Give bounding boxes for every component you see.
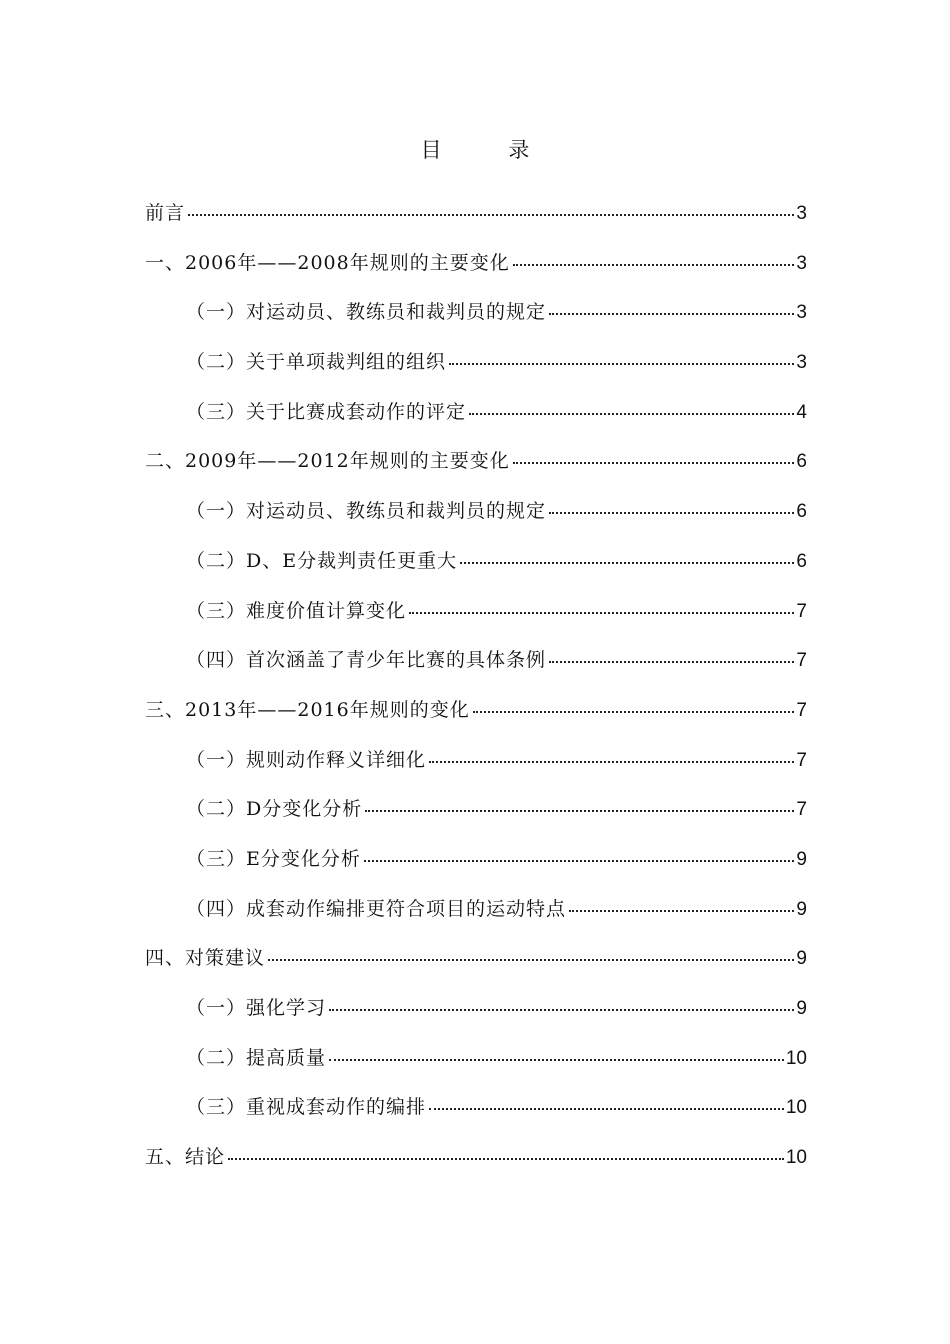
- toc-entry-label: （三）关于比赛成套动作的评定: [186, 400, 467, 423]
- toc-entry-label: （二）D、E分裁判责任更重大: [186, 549, 458, 572]
- toc-entry[interactable]: [145, 395, 807, 445]
- toc-entry[interactable]: [145, 196, 807, 246]
- toc-entry[interactable]: [145, 991, 807, 1041]
- toc-entry-label: （三）E分变化分析: [186, 847, 361, 870]
- toc-entry[interactable]: [145, 1090, 807, 1140]
- toc-entry[interactable]: [145, 246, 807, 296]
- toc-entry-page-number: 3: [796, 203, 807, 224]
- dot-leader: [329, 1059, 784, 1061]
- toc-entry-page-number: 3: [796, 302, 807, 324]
- toc-entry-page-number: 9: [796, 898, 807, 920]
- toc-entry-label: 一、2006年——2008年规则的主要变化: [145, 251, 510, 274]
- dot-leader: [364, 860, 795, 862]
- toc-entry-label: 五、结论: [145, 1146, 226, 1169]
- dot-leader: [569, 910, 794, 912]
- toc-entry-label: （一）对运动员、教练员和裁判员的规定: [186, 301, 547, 324]
- toc-entry-label: （一）规则动作释义详细化: [186, 748, 427, 771]
- toc-entry-page-number: 7: [796, 650, 807, 672]
- toc-entry-label: （三）难度价值计算变化: [186, 599, 407, 622]
- toc-entry-page-number: 6: [796, 451, 807, 473]
- toc-entry-page-number: 4: [796, 401, 807, 423]
- toc-entry-page-number: 7: [796, 799, 807, 821]
- dot-leader: [365, 810, 794, 812]
- dot-leader: [449, 363, 794, 365]
- toc-entry-label: （四）成套动作编排更符合项目的运动特点: [186, 897, 567, 920]
- dot-leader: [469, 413, 794, 415]
- dot-leader: [513, 264, 795, 266]
- toc-entry[interactable]: [145, 1041, 807, 1091]
- toc-entry-page-number: 3: [796, 252, 807, 274]
- toc-entry-page-number: 9: [796, 998, 807, 1019]
- toc-entry-label: 二、2009年——2012年规则的主要变化: [145, 450, 510, 473]
- dot-leader: [268, 959, 794, 961]
- toc-entry-label: （三）重视成套动作的编排: [186, 1096, 427, 1119]
- toc-entry-page-number: 9: [796, 848, 807, 870]
- toc-entry[interactable]: [145, 892, 807, 942]
- toc-entry-page-number: 10: [785, 1097, 807, 1119]
- toc-entry[interactable]: [145, 693, 807, 743]
- toc-entry-page-number: 10: [785, 1047, 807, 1069]
- toc-entry[interactable]: [145, 842, 807, 892]
- toc-title: 目 录: [420, 138, 560, 162]
- dot-leader: [549, 313, 794, 315]
- toc-entry-page-number: 10: [785, 1147, 807, 1169]
- toc-entry-label: （二）D分变化分析: [186, 798, 363, 821]
- toc-entry-page-number: 7: [796, 699, 807, 721]
- dot-leader: [409, 612, 794, 614]
- toc-entry[interactable]: [145, 941, 807, 991]
- dot-leader: [513, 462, 795, 464]
- toc-entry[interactable]: [145, 792, 807, 842]
- dot-leader: [188, 214, 794, 216]
- dot-leader: [329, 1009, 794, 1011]
- toc-entry[interactable]: [145, 743, 807, 793]
- toc-entry-label: 四、对策建议: [145, 947, 266, 970]
- toc-entry[interactable]: [145, 345, 807, 395]
- toc-entry-label: （一）对运动员、教练员和裁判员的规定: [186, 500, 547, 523]
- dot-leader: [228, 1158, 784, 1160]
- toc-entry-label: （四）首次涵盖了青少年比赛的具体条例: [186, 649, 547, 672]
- toc-entry-label: 三、2013年——2016年规则的变化: [145, 698, 470, 721]
- dot-leader: [473, 711, 795, 713]
- dot-leader: [549, 512, 794, 514]
- toc-entry[interactable]: [145, 295, 807, 345]
- toc-entry[interactable]: [145, 544, 807, 594]
- toc-entry-label: 前言: [145, 202, 186, 224]
- table-of-contents: [145, 196, 807, 1190]
- dot-leader: [549, 661, 794, 663]
- toc-entry[interactable]: [145, 1140, 807, 1190]
- toc-entry[interactable]: [145, 444, 807, 494]
- toc-entry-label: （一）强化学习: [186, 997, 327, 1019]
- toc-entry-label: （二）提高质量: [186, 1046, 327, 1069]
- toc-entry-page-number: 3: [796, 352, 807, 374]
- toc-entry-page-number: 7: [796, 749, 807, 771]
- toc-entry[interactable]: [145, 594, 807, 644]
- dot-leader: [460, 562, 794, 564]
- toc-entry-page-number: 6: [796, 550, 807, 572]
- toc-entry-page-number: 7: [796, 600, 807, 622]
- toc-entry[interactable]: [145, 494, 807, 544]
- toc-entry-label: （二）关于单项裁判组的组织: [186, 351, 447, 374]
- toc-entry-page-number: 9: [796, 948, 807, 970]
- dot-leader: [429, 761, 794, 763]
- dot-leader: [429, 1108, 784, 1110]
- toc-entry[interactable]: [145, 643, 807, 693]
- toc-entry-page-number: 6: [796, 501, 807, 523]
